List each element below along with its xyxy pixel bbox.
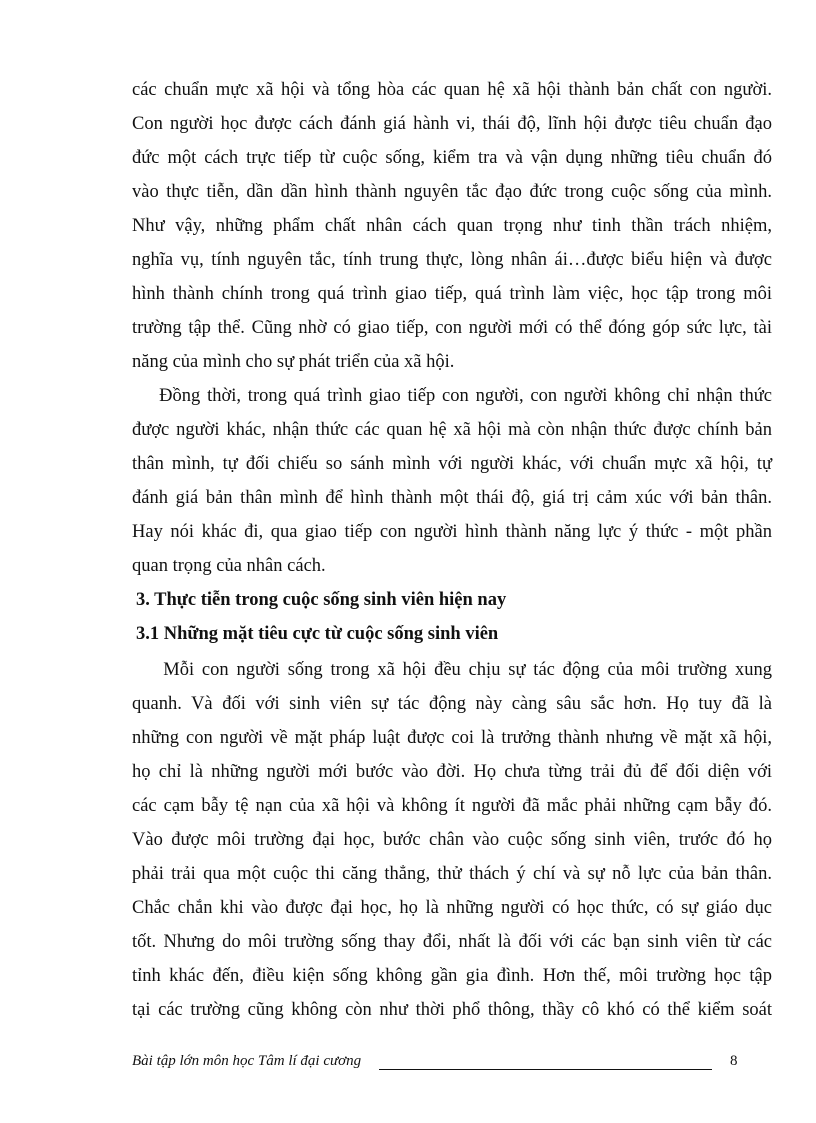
text-line: quan trọng của nhân cách. [132,556,326,576]
text-line: tỉnh khác đến, điều kiện sống không gần gia đình. Hơn thế, môi trường học tập [132,966,772,986]
text-line: Vào được môi trường đại học, bước chân vào cuộc sống sinh viên, trước đó họ [132,830,772,850]
body-text-bottom [132,653,772,1027]
text-line: vào thực tiễn, dần dần hình thành nguyên tắc đạo đức trong cuộc sống của mình. [132,182,772,202]
text-line: được người khác, nhận thức các quan hệ xã hội mà còn nhận thức được chính bản [132,420,772,440]
text-line: Hay nói khác đi, qua giao tiếp con người hình thành năng lực ý thức - một phần [132,522,772,542]
text-line: đức một cách trực tiếp từ cuộc sống, kiểm tra và vận dụng những tiêu chuẩn đó [132,148,772,168]
text-line: Chắc chắn khi vào được đại học, họ là những người có học thức, có sự giáo dục [132,898,772,918]
text-line: quanh. Và đối với sinh viên sự tác động này càng sâu sắc hơn. Họ tuy đã là [132,694,772,714]
text-line: năng của mình cho sự phát triển của xã hội. [132,352,455,372]
text-line: Mỗi con người sống trong xã hội đều chịu sự tác động của môi trường xung [132,660,772,680]
text-line: Đồng thời, trong quá trình giao tiếp con người, con người không chỉ nhận thức [132,386,772,406]
footer-rule [379,1069,712,1070]
section-heading-3: 3. Thực tiễn trong cuộc sống sinh viên hiện nay [136,590,507,610]
text-line: họ chỉ là những người mới bước vào đời. Họ chưa từng trải đủ để đối diện với [132,762,772,782]
text-line: hình thành chính trong quá trình giao tiếp, quá trình làm việc, học tập trong môi [132,284,772,304]
text-line: đánh giá bản thân mình để hình thành một thái độ, giá trị cảm xúc với bản thân. [132,488,772,508]
section-heading-3-1: 3.1 Những mặt tiêu cực từ cuộc sống sinh viên [136,624,499,644]
footer-title: Bài tập lớn môn học Tâm lí đại cương [132,1053,362,1069]
text-line: các cạm bẫy tệ nạn của xã hội và không ít người đã mắc phải những cạm bẫy đó. [132,796,772,816]
text-line: trường tập thể. Cũng nhờ có giao tiếp, con người mới có thể đóng góp sức lực, tài [132,318,772,338]
text-line: tại các trường cũng không còn như thời phổ thông, thầy cô khó có thể kiểm soát [132,1000,772,1020]
text-line: các chuẩn mực xã hội và tổng hòa các quan hệ xã hội thành bản chất con người. [132,80,772,100]
text-line: nghĩa vụ, tính nguyên tắc, tính trung thực, lòng nhân ái…được biểu hiện và được [132,250,772,270]
page-footer [132,1053,772,1077]
text-line: những con người về mặt pháp luật được coi là trưởng thành nhưng về mặt xã hội, [132,728,772,748]
text-line: Con người học được cách đánh giá hành vi, thái độ, lĩnh hội được tiêu chuẩn đạo [132,114,772,134]
text-line: tốt. Nhưng do môi trường sống thay đổi, nhất là đối với các bạn sinh viên từ các [132,932,772,952]
text-line: Như vậy, những phẩm chất nhân cách quan trọng như tinh thần trách nhiệm, [132,216,772,236]
body-text-top [132,73,772,583]
text-line: phải trải qua một cuộc thi căng thẳng, thử thách ý chí và sự nỗ lực của bản thân. [132,864,772,884]
text-line: thân mình, tự đối chiếu so sánh mình với người khác, với chuẩn mực xã hội, tự [132,454,772,474]
page-number: 8 [730,1053,738,1069]
